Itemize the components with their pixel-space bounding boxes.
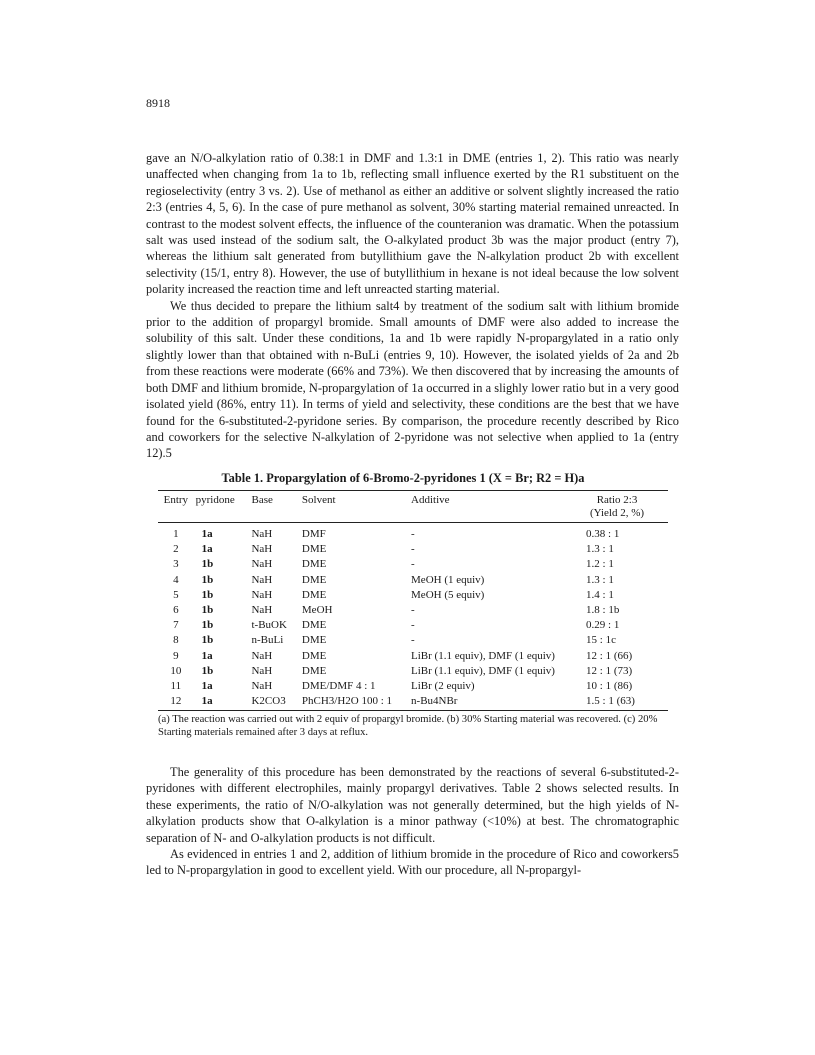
header-additive: Additive (409, 491, 566, 508)
cell-base: NaH (251, 543, 273, 556)
cell-ratio: 1.4 : 1 (586, 588, 614, 601)
cell-base: NaH (251, 558, 273, 571)
cell-additive: MeOH (5 equiv) (411, 588, 485, 601)
cell-ratio: 0.29 : 1 (586, 619, 620, 632)
cell-solvent: DME (301, 649, 327, 662)
cell-entry: 11 (170, 680, 182, 693)
cell-ratio: 1.3 : 1 (586, 543, 614, 556)
header-entry: Entry (158, 491, 194, 508)
cell-pyridone: 1b (201, 558, 214, 571)
cell-ratio: 12 : 1 (73) (586, 664, 633, 677)
cell-solvent: DME (301, 588, 327, 601)
cell-pyridone: 1b (201, 573, 214, 586)
header-solvent: Solvent (300, 491, 409, 508)
table-row (158, 557, 668, 572)
cell-base: K2CO3 (249, 694, 299, 711)
cell-entry: 12 (158, 694, 194, 711)
cell-solvent: DME/DMF 4 : 1 (301, 680, 376, 693)
table-footnote: (a) The reaction was carried out with 2 equiv of propargyl bromide. (b) 30% Starting material was recovered. (c) 20% Starting materials remained after 3 days at reflux. (158, 714, 658, 738)
cell-entry: 8 (173, 634, 179, 647)
cell-base: NaH (251, 573, 273, 586)
cell-additive: - (411, 604, 415, 617)
cell-entry: 6 (173, 604, 179, 617)
cell-base: NaH (251, 649, 273, 662)
table-body (158, 523, 668, 711)
page-number: 8918 (146, 96, 170, 110)
cell-ratio: 15 : 1c (586, 634, 616, 647)
table-row (158, 679, 668, 694)
paragraph-1: gave an N/O-alkylation ratio of 0.38:1 in DMF and 1.3:1 in DME (entries 1, 2). This ratio was nearly unaffected when changing from 1a to 1b, reflecting small influence exerted by the R1 substituent on the regioselectivity (entry 3 vs. 2). Use of methanol as either an additive or solvent slightly increased the ratio 2:3 (entries 4, 5, 6). In the case of pure methanol as solvent, 30% starting material remained unreacted. In contrast to the modest solvent effects, the influence of the counteranion was dramatic. When the potassium salt was used instead of the sodium salt, the O-alkylated product 3b was the major product (entry 7), whereas the lithium salt generated from butyllithium gave the N-alkylation product 2b with excellent selectivity (15/1, entry 8). However, the use of butyllithium in hexane is not ideal because the low solvent polarity increased the reaction time and left unreacted starting material. (146, 151, 679, 297)
cell-entry: 10 (170, 664, 182, 677)
body-text-lower (146, 764, 679, 879)
cell-additive: - (411, 528, 415, 540)
cell-base: NaH (251, 664, 273, 677)
cell-entry: 7 (173, 619, 179, 632)
cell-ratio: 1.8 : 1b (586, 604, 620, 617)
cell-base: NaH (251, 680, 273, 693)
table-1 (158, 471, 668, 739)
body-text-upper (146, 150, 679, 462)
paragraph-4: As evidenced in entries 1 and 2, addition of lithium bromide in the procedure of Rico and coworkers5 led to N-propargylation in good to excellent yield. With our procedure, all N-propargyl- (146, 847, 679, 878)
cell-entry: 4 (173, 573, 179, 586)
header-ratio: Ratio 2:3 (566, 491, 668, 508)
cell-solvent: PhCH3/H2O 100 : 1 (300, 694, 409, 711)
header-pyridone: pyridone (194, 491, 250, 508)
cell-additive: - (411, 619, 415, 632)
cell-solvent: DME (301, 558, 327, 571)
cell-pyridone: 1a (194, 694, 250, 711)
cell-additive: - (411, 543, 415, 556)
cell-pyridone: 1b (201, 634, 214, 647)
cell-additive: n-Bu4NBr (409, 694, 566, 711)
cell-additive: LiBr (1.1 equiv), DMF (1 equiv) (411, 649, 555, 662)
table-row (158, 588, 668, 603)
cell-entry: 2 (173, 543, 179, 556)
cell-ratio: 12 : 1 (66) (586, 649, 633, 662)
cell-pyridone: 1a (201, 649, 213, 662)
cell-solvent: MeOH (301, 604, 333, 617)
cell-pyridone: 1a (201, 543, 213, 556)
cell-base: NaH (251, 528, 273, 540)
cell-additive: - (411, 634, 415, 647)
cell-base: NaH (251, 604, 273, 617)
cell-pyridone: 1a (201, 528, 213, 540)
cell-solvent: DME (301, 664, 327, 677)
table-row (158, 618, 668, 633)
cell-solvent: DMF (301, 528, 326, 540)
table-row (158, 603, 668, 618)
table-caption: Table 1. Propargylation of 6-Bromo-2-pyridones 1 (X = Br; R2 = H)a (221, 471, 585, 485)
propargylation-table (158, 490, 668, 711)
cell-pyridone: 1b (201, 664, 214, 677)
cell-solvent: DME (301, 634, 327, 647)
table-row (158, 573, 668, 588)
cell-additive: LiBr (1.1 equiv), DMF (1 equiv) (411, 664, 555, 677)
paragraph-3: The generality of this procedure has been demonstrated by the reactions of several 6-substituted-2-pyridones with different electrophiles, mainly propargyl derivatives. Table 2 shows selected results. In these experiments, the ratio of N/O-alkylation was not generally determined, but the high yields of N-alkylation products show that O-alkylation is a minor pathway (<10%) at best. The chromatographic separation of N- and O-alkylation products is not difficult. (146, 765, 679, 845)
cell-additive: LiBr (2 equiv) (411, 680, 475, 693)
cell-additive: - (411, 558, 415, 571)
cell-pyridone: 1b (201, 619, 214, 632)
table-row (158, 649, 668, 664)
table-row (158, 633, 668, 648)
cell-ratio: 0.38 : 1 (586, 528, 620, 540)
header-ratio-sub: (Yield 2, %) (566, 507, 668, 523)
cell-ratio: 1.5 : 1 (63) (566, 694, 668, 711)
table-row (158, 694, 668, 711)
cell-solvent: DME (301, 543, 327, 556)
cell-entry: 5 (173, 588, 179, 601)
cell-solvent: DME (301, 573, 327, 586)
cell-ratio: 10 : 1 (86) (586, 680, 633, 693)
cell-additive: MeOH (1 equiv) (411, 573, 485, 586)
table-row (158, 542, 668, 557)
table-row (158, 664, 668, 679)
table-row (158, 523, 668, 543)
cell-pyridone: 1b (201, 588, 214, 601)
cell-base: NaH (251, 588, 273, 601)
cell-entry: 9 (173, 649, 179, 662)
cell-ratio: 1.2 : 1 (586, 558, 614, 571)
cell-base: t-BuOK (251, 619, 287, 632)
cell-entry: 3 (173, 558, 179, 571)
cell-pyridone: 1b (201, 604, 214, 617)
cell-ratio: 1.3 : 1 (586, 573, 614, 586)
cell-pyridone: 1a (201, 680, 213, 693)
cell-base: n-BuLi (251, 634, 284, 647)
cell-entry: 1 (173, 528, 179, 540)
header-base: Base (249, 491, 299, 508)
paragraph-2: We thus decided to prepare the lithium salt4 by treatment of the sodium salt with lithium bromide prior to the addition of propargyl bromide. Small amounts of DMF were also added to increase the solubility of this salt. Under these conditions, 1a and 1b were rapidly N-propargylated in a ratio only slightly lower than that obtained with n-BuLi (entries 9, 10). However, the isolated yields of 2a and 2b from these reactions were moderate (66% and 73%). We then discovered that by increasing the amounts of both DMF and lithium bromide, N-propargylation of 1a occurred in a slighly lower ratio but in a very good isolated yield (86%, entry 11). In terms of yield and selectivity, these conditions are the best that we have found for the 6-substituted-2-pyridone series. By comparison, the procedure recently described by Rico and coworkers for the selective N-alkylation of 2-pyridone was not selective when applied to 1a (entry 12).5 (146, 298, 679, 461)
cell-solvent: DME (301, 619, 327, 632)
